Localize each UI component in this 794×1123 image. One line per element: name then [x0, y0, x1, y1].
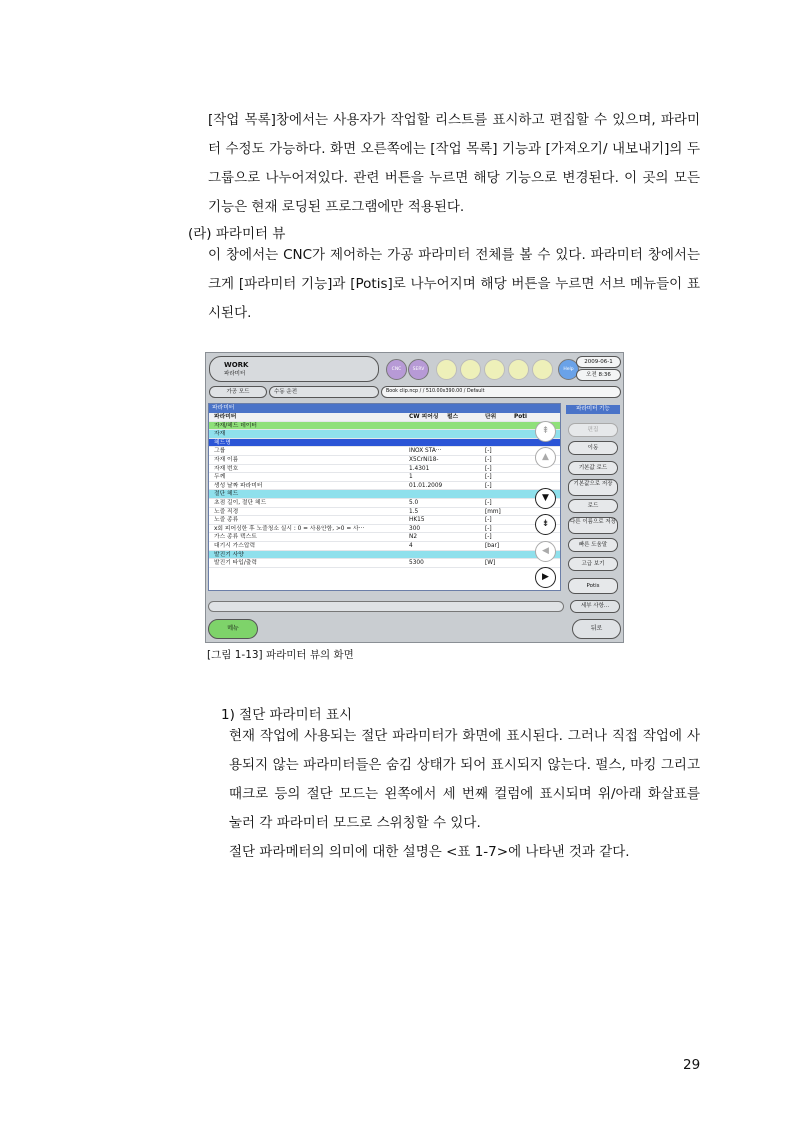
scroll-down-button[interactable]: ▼: [535, 488, 556, 509]
menu-button[interactable]: 메뉴: [208, 619, 258, 639]
disabled-button[interactable]: [532, 359, 553, 380]
column-header-pulse: 펄스: [447, 414, 459, 420]
cell-parameter: 그룹: [214, 448, 226, 455]
column-header-parameter: 파라미터: [214, 414, 237, 420]
cnc-button[interactable]: CNC: [386, 359, 407, 380]
cell-parameter: 자재 번호: [214, 465, 239, 472]
cell-unit: [-]: [485, 534, 492, 541]
cell-unit: [W]: [485, 560, 496, 567]
cell-parameter: 초점 길이, 절단 헤드: [214, 499, 267, 506]
paragraph-cutting-parameters: [229, 722, 700, 867]
cell-value: INOX STA···: [409, 448, 442, 455]
cell-unit: [-]: [485, 482, 492, 489]
back-button[interactable]: 뒤로: [572, 619, 621, 639]
cell-parameter: 자재: [214, 431, 226, 438]
cell-value: 1: [409, 474, 413, 481]
column-header-cw-piercing: CW 피어싱: [409, 414, 439, 420]
load-button[interactable]: 로드: [568, 499, 618, 513]
table-row[interactable]: [209, 559, 560, 568]
cell-unit: [-]: [485, 517, 492, 524]
text-line: 현재 작업에 사용되는 절단 파라미터가 화면에 표시된다. 그러나 직접 작업에 사: [229, 728, 700, 744]
service-button[interactable]: SERV: [408, 359, 429, 380]
cell-value: N2: [409, 534, 418, 541]
advanced-view-button[interactable]: 고급 보기: [568, 557, 618, 571]
header-title: WORK: [224, 361, 249, 369]
cell-value: 300: [409, 525, 421, 532]
text-line: 때크로 등의 절단 모드는 왼쪽에서 세 번째 컬럼에 표시되며 위/아래 화살표를: [229, 786, 700, 802]
detail-button[interactable]: 세부 사항...: [570, 600, 620, 613]
parameter-table: [208, 403, 561, 591]
scroll-bottom-button[interactable]: ⇟: [535, 514, 556, 535]
figure-caption: [그림 1-13] 파라미터 뷰의 화면: [207, 649, 354, 661]
edit-button[interactable]: 편집: [568, 423, 618, 437]
cell-parameter: 노즐 종류: [214, 517, 239, 524]
table-row[interactable]: [209, 473, 560, 482]
manual-operation-button[interactable]: 수동 운전: [269, 386, 379, 398]
cell-parameter: 가스 종류 텍스트: [214, 534, 257, 541]
save-as-button[interactable]: 다른 이름으로 저장: [568, 517, 618, 534]
cell-unit: [-]: [485, 525, 492, 532]
file-path-display: Book clip.ncp / / 510.00x390.00 / Default: [381, 386, 621, 398]
text-line: 기능은 현재 로딩된 프로그램에만 적용된다.: [208, 199, 465, 215]
cell-value: 5.0: [409, 499, 419, 506]
table-row[interactable]: [209, 439, 560, 448]
table-row[interactable]: [209, 542, 560, 551]
text-line: 크게 [파라미터 기능]과 [Potis]로 나누어지며 해당 버튼을 누르면 서브 메뉴들이 표: [208, 276, 700, 292]
right-panel-header: 파라미터 기능: [566, 405, 620, 414]
table-row[interactable]: [209, 533, 560, 542]
potis-button[interactable]: Potis: [568, 578, 618, 594]
time-display: 오전 8:36: [576, 369, 621, 381]
text-line: 용되지 않는 파라미터들은 숨김 상태가 되어 표시되지 않는다. 펄스, 마킹 그리고: [229, 757, 700, 773]
cell-parameter: 발진기 사양: [214, 551, 244, 558]
cell-unit: [-]: [485, 465, 492, 472]
table-row[interactable]: [209, 490, 560, 499]
page-number: 29: [683, 1057, 701, 1073]
machining-mode-button[interactable]: 가공 모드: [209, 386, 267, 398]
scroll-right-button[interactable]: ▶: [535, 567, 556, 588]
cell-value: 1.4301: [409, 465, 430, 472]
cell-unit: [-]: [485, 499, 492, 506]
help-button[interactable]: Help: [558, 359, 579, 380]
table-title-bar: 파라미터: [209, 404, 560, 413]
load-default-button[interactable]: 기본값 로드: [568, 461, 618, 475]
text-line: 시된다.: [208, 305, 252, 321]
scroll-top-button[interactable]: ⇞: [535, 421, 556, 442]
column-header-poti: Poti: [514, 414, 527, 420]
text-line: 터 수정도 가능하다. 화면 오른쪽에는 [작업 목록] 기능과 [가져오기/ 내보내기]의 두: [208, 141, 700, 157]
cell-value: HK15: [409, 517, 425, 524]
save-as-default-button[interactable]: 기본값으로 저장: [568, 479, 618, 496]
cell-value: 01.01.2009: [409, 482, 443, 489]
scroll-left-button[interactable]: ◀: [535, 541, 556, 562]
cell-parameter: 자재/헤드 데이터: [214, 422, 257, 429]
cell-parameter: 절단 헤드: [214, 491, 239, 498]
cell-parameter: x회 피어싱한 후 노즐청소 실시 : 0 = 사용안함, >0 = 사···: [214, 525, 365, 532]
table-row[interactable]: [209, 447, 560, 456]
cell-parameter: 자재 이름: [214, 456, 239, 463]
table-row[interactable]: [209, 456, 560, 465]
header-title-box: [209, 356, 379, 382]
table-row[interactable]: [209, 516, 560, 525]
table-row[interactable]: [209, 508, 560, 517]
cell-unit: [-]: [485, 448, 492, 455]
cell-parameter: 발진기 타입/출력: [214, 560, 257, 567]
section-heading-cutting-parameters: 1) 절단 파라미터 표시: [221, 707, 353, 723]
table-row[interactable]: [209, 551, 560, 560]
text-line: 눌러 각 파라미터 모드로 스위칭할 수 있다.: [229, 815, 481, 831]
text-line: [작업 목록]창에서는 사용자가 작업할 리스트를 표시하고 편집할 수 있으며, 파라미: [208, 112, 700, 128]
cell-value: 1.5: [409, 508, 419, 515]
status-bar: [208, 601, 564, 612]
table-row[interactable]: [209, 525, 560, 534]
text-line: 그룹으로 나누어져있다. 관련 버튼을 누르면 해당 기능으로 변경된다. 이 곳의 모든: [208, 170, 700, 186]
cell-unit: [mm]: [485, 508, 501, 515]
cell-parameter: 두께: [214, 474, 226, 481]
cell-value: X5CrNi18-: [409, 456, 439, 463]
scroll-up-button[interactable]: ▲: [535, 447, 556, 468]
paragraph-work-list: [208, 106, 700, 222]
cell-value: 5300: [409, 560, 424, 567]
quick-help-button[interactable]: 빠른 도움말: [568, 538, 618, 552]
cell-parameter: 헤드명: [214, 439, 231, 446]
table-row[interactable]: [209, 482, 560, 491]
table-body: [209, 422, 560, 568]
disabled-button[interactable]: [484, 359, 505, 380]
cell-parameter: 대기시 가스압력: [214, 542, 256, 549]
header-subtitle: 파라미터: [224, 371, 246, 377]
table-row[interactable]: [209, 465, 560, 474]
cell-unit: [-]: [485, 474, 492, 481]
date-display: 2009-06-1: [576, 356, 621, 368]
move-button[interactable]: 이동: [568, 441, 618, 455]
disabled-button[interactable]: [436, 359, 457, 380]
paragraph-parameter-view: [208, 241, 700, 328]
table-row[interactable]: [209, 430, 560, 439]
disabled-button[interactable]: [508, 359, 529, 380]
cell-value: 4: [409, 542, 413, 549]
column-header-unit: 단위: [485, 414, 497, 420]
cell-unit: [-]: [485, 456, 492, 463]
text-line: 이 창에서는 CNC가 제어하는 가공 파라미터 전체를 볼 수 있다. 파라미터 창에서는: [208, 247, 700, 263]
section-heading-parameter-view: (라) 파라미터 뷰: [188, 226, 286, 242]
disabled-button[interactable]: [460, 359, 481, 380]
cell-parameter: 생성 날짜 파라미터: [214, 482, 263, 489]
cell-parameter: 노즐 직경: [214, 508, 239, 515]
table-row[interactable]: [209, 499, 560, 508]
text-line: 절단 파라메터의 의미에 대한 설명은 <표 1-7>에 나타낸 것과 같다.: [229, 844, 630, 860]
table-header: [209, 413, 560, 422]
table-row[interactable]: [209, 422, 560, 431]
cell-unit: [bar]: [485, 542, 500, 549]
